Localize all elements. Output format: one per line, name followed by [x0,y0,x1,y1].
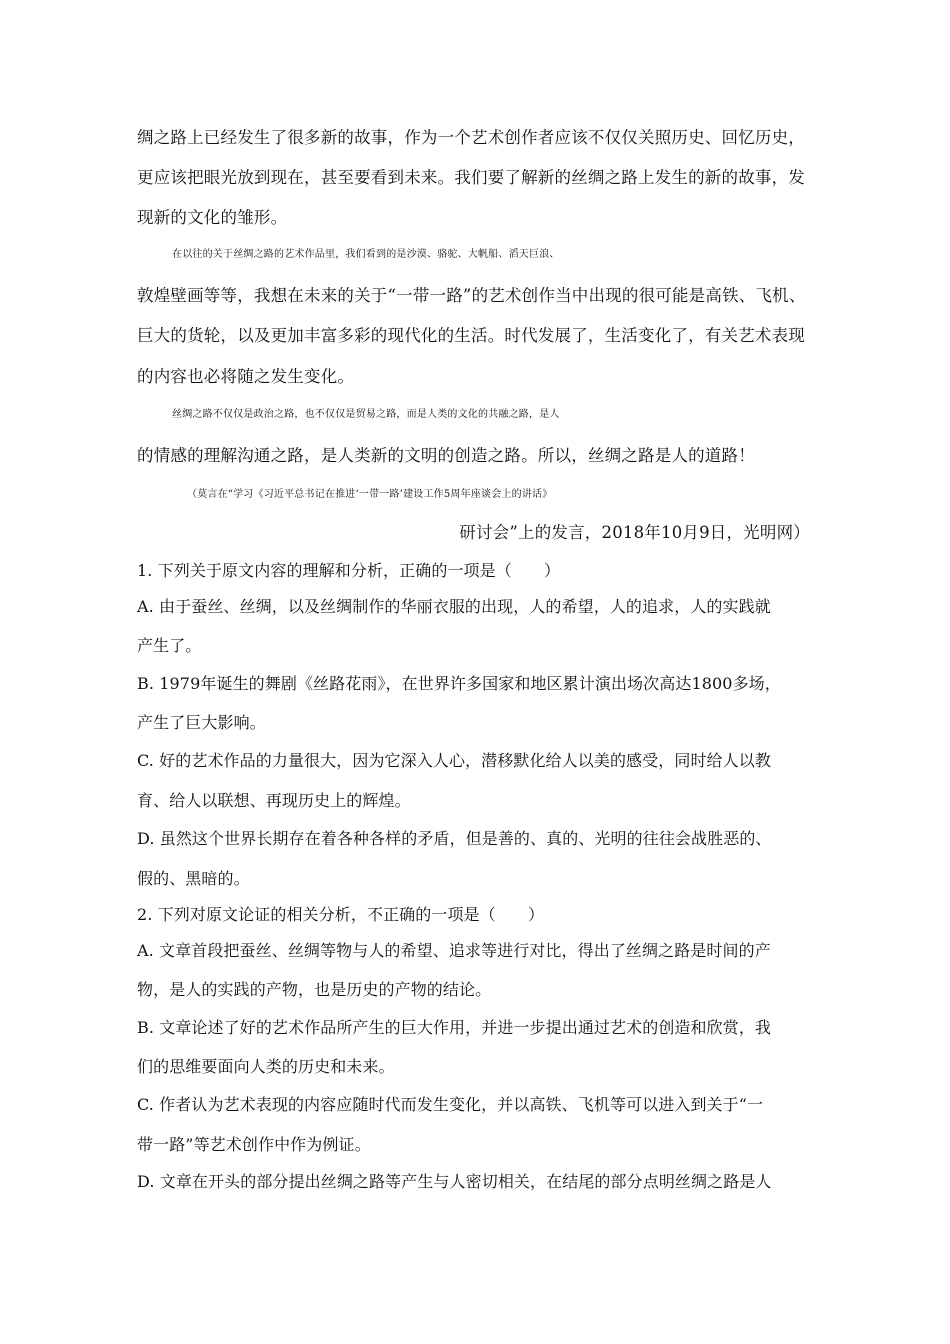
passage-line: 在以往的关于丝绸之路的艺术作品里，我们看到的是沙漠、骆驼、大帆船、滔天巨浪、 [172,249,560,260]
option-d-cont: 假的、黑暗的。 [137,869,250,888]
option-a: A. 文章首段把蚕丝、丝绸等物与人的希望、追求等进行对比，得出了丝绸之路是时间的产 [137,941,771,960]
question-stem: 2. 下列对原文论证的相关分析，不正确的一项是（ ） [137,905,545,924]
passage-line: 绸之路上已经发生了很多新的故事，作为一个艺术创作者应该不仅仅关照历史、回忆历史， [137,128,805,147]
option-b: B. 文章论述了好的艺术作品所产生的巨大作用，并进一步提出通过艺术的创造和欣赏，我 [137,1018,772,1037]
option-a: A. 由于蚕丝、丝绸，以及丝绸制作的华丽衣服的出现，人的希望，人的追求，人的实践就 [137,597,771,616]
passage-line: 巨大的货轮，以及更加丰富多彩的现代化的生活。时代发展了，生活变化了，有关艺术表现 [137,326,805,345]
option-a-cont: 产生了。 [137,636,202,655]
option-b-cont: 产生了巨大影响。 [137,713,266,732]
question-stem: 1. 下列关于原文内容的理解和分析，正确的一项是（ ） [137,561,561,580]
passage-line: 敦煌壁画等等，我想在未来的关于“一带一路”的艺术创作当中出现的很可能是高铁、飞机、 [137,286,806,305]
passage-line: 的情感的理解沟通之路，是人类新的文明的创造之路。所以，丝绸之路是人的道路！ [137,446,755,465]
passage-line: 的内容也必将随之发生变化。 [137,367,355,386]
option-b: B. 1979年诞生的舞剧《丝路花雨》，在世界许多国家和地区累计演出场次高达1800多场， [137,674,781,693]
option-c-cont: 育、给人以联想、再现历史上的辉煌。 [137,791,411,810]
option-c: C. 好的艺术作品的力量很大，因为它深入人心，潜移默化给人以美的感受，同时给人以教 [137,751,771,770]
source-citation: （莫言在“学习《习近平总书记在推进‘一带一路’建设工作5周年座谈会上的讲话》 [187,489,553,500]
source-citation: 研讨会”上的发言，2018年10月9日，光明网） [459,523,810,542]
option-b-cont: 们的思维要面向人类的历史和未来。 [137,1057,395,1076]
option-a-cont: 物，是人的实践的产物，也是历史的产物的结论。 [137,980,492,999]
option-d: D. 虽然这个世界长期存在着各种各样的矛盾，但是善的、真的、光明的往往会战胜恶的、 [137,829,772,848]
passage-line: 现新的文化的雏形。 [137,208,288,227]
option-c-cont: 带一路”等艺术创作中作为例证。 [137,1135,371,1154]
option-c: C. 作者认为艺术表现的内容应随时代而发生变化，并以高铁、飞机等可以进入到关于“一 [137,1095,764,1114]
passage-line: 更应该把眼光放到现在，甚至要看到未来。我们要了解新的丝绸之路上发生的新的故事，发 [137,168,805,187]
option-d: D. 文章在开头的部分提出丝绸之路等产生与人密切相关，在结尾的部分点明丝绸之路是人 [137,1172,772,1191]
passage-line: 丝绸之路不仅仅是政治之路，也不仅仅是贸易之路，而是人类的文化的共融之路，是人 [172,409,560,420]
